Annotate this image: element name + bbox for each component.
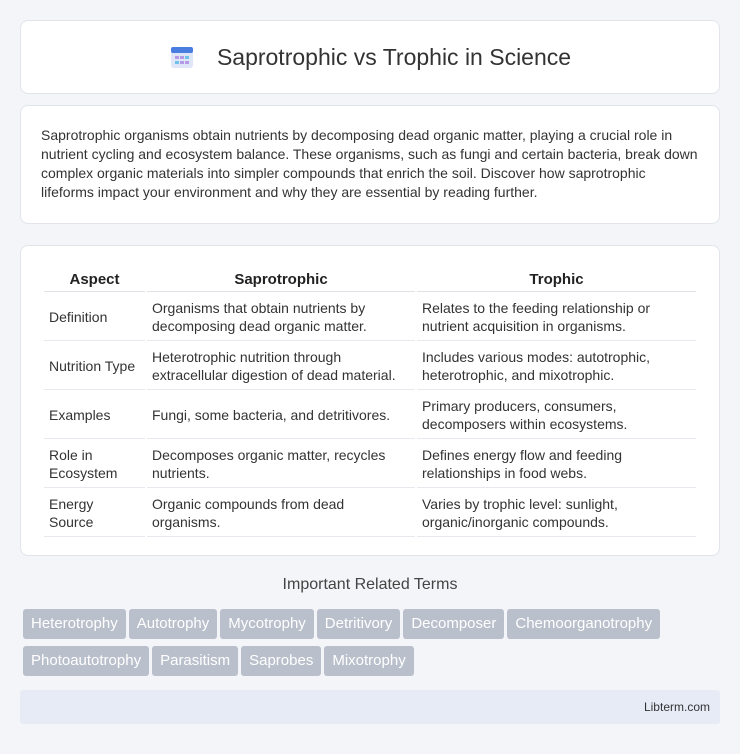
- intro-text: Saprotrophic organisms obtain nutrients by decomposing dead organic matter, playing a crucial role in nutrient cycling and ecosystem balance. These organisms, such as fungi and certain bacteria, break down complex organic materials into simpler compounds that enrich the soil. Discover how saprotrophic lifeforms impact your environment and why they are essential by reading further.: [41, 127, 698, 200]
- table-row: [44, 490, 696, 537]
- related-tags: [23, 609, 723, 683]
- tag-photoautotrophy[interactable]: Photoautotrophy: [23, 646, 149, 676]
- tag-mixotrophy[interactable]: Mixotrophy: [324, 646, 413, 676]
- page-title: Saprotrophic vs Trophic in Science: [216, 43, 572, 70]
- comparison-card: [20, 245, 720, 556]
- table-row: [44, 392, 696, 439]
- header-trophic: Trophic: [417, 268, 696, 292]
- tag-detritivory[interactable]: Detritivory: [317, 609, 401, 639]
- intro-card: [20, 105, 720, 224]
- tag-decomposer[interactable]: Decomposer: [403, 609, 504, 639]
- row-aspect: Role in Ecosystem: [44, 441, 145, 488]
- tag-autotrophy[interactable]: Autotrophy: [129, 609, 218, 639]
- tag-chemoorganotrophy[interactable]: Chemoorganotrophy: [507, 609, 660, 639]
- row-aspect: Energy Source: [44, 490, 145, 537]
- header-card: [20, 20, 720, 94]
- table-row: [44, 294, 696, 341]
- footer-site-link[interactable]: Libterm.com: [643, 700, 710, 714]
- row-trophic: Varies by trophic level: sunlight, organic/inorganic compounds.: [417, 490, 696, 537]
- table-row: [44, 343, 696, 390]
- row-aspect: Examples: [44, 392, 145, 439]
- row-saprotrophic: Heterotrophic nutrition through extracellular digestion of dead material.: [147, 343, 415, 390]
- row-saprotrophic: Fungi, some bacteria, and detritivores.: [147, 392, 415, 439]
- footer: [20, 690, 720, 724]
- tag-mycotrophy[interactable]: Mycotrophy: [220, 609, 314, 639]
- tag-saprobes[interactable]: Saprobes: [241, 646, 321, 676]
- header-saprotrophic: Saprotrophic: [147, 268, 415, 292]
- row-saprotrophic: Organic compounds from dead organisms.: [147, 490, 415, 537]
- calendar-icon: [169, 44, 195, 70]
- table-header-row: [44, 268, 696, 292]
- row-aspect: Nutrition Type: [44, 343, 145, 390]
- comparison-table: [42, 266, 698, 539]
- related-terms-title: Important Related Terms: [282, 576, 458, 593]
- row-trophic: Defines energy flow and feeding relationships in food webs.: [417, 441, 696, 488]
- row-trophic: Includes various modes: autotrophic, heterotrophic, and mixotrophic.: [417, 343, 696, 390]
- tag-heterotrophy[interactable]: Heterotrophy: [23, 609, 126, 639]
- header-aspect: Aspect: [44, 268, 145, 292]
- row-saprotrophic: Organisms that obtain nutrients by decomposing dead organic matter.: [147, 294, 415, 341]
- row-saprotrophic: Decomposes organic matter, recycles nutrients.: [147, 441, 415, 488]
- tag-parasitism[interactable]: Parasitism: [152, 646, 238, 676]
- table-row: [44, 441, 696, 488]
- related-terms-section: [0, 576, 740, 594]
- row-trophic: Primary producers, consumers, decomposers within ecosystems.: [417, 392, 696, 439]
- row-aspect: Definition: [44, 294, 145, 341]
- row-trophic: Relates to the feeding relationship or nutrient acquisition in organisms.: [417, 294, 696, 341]
